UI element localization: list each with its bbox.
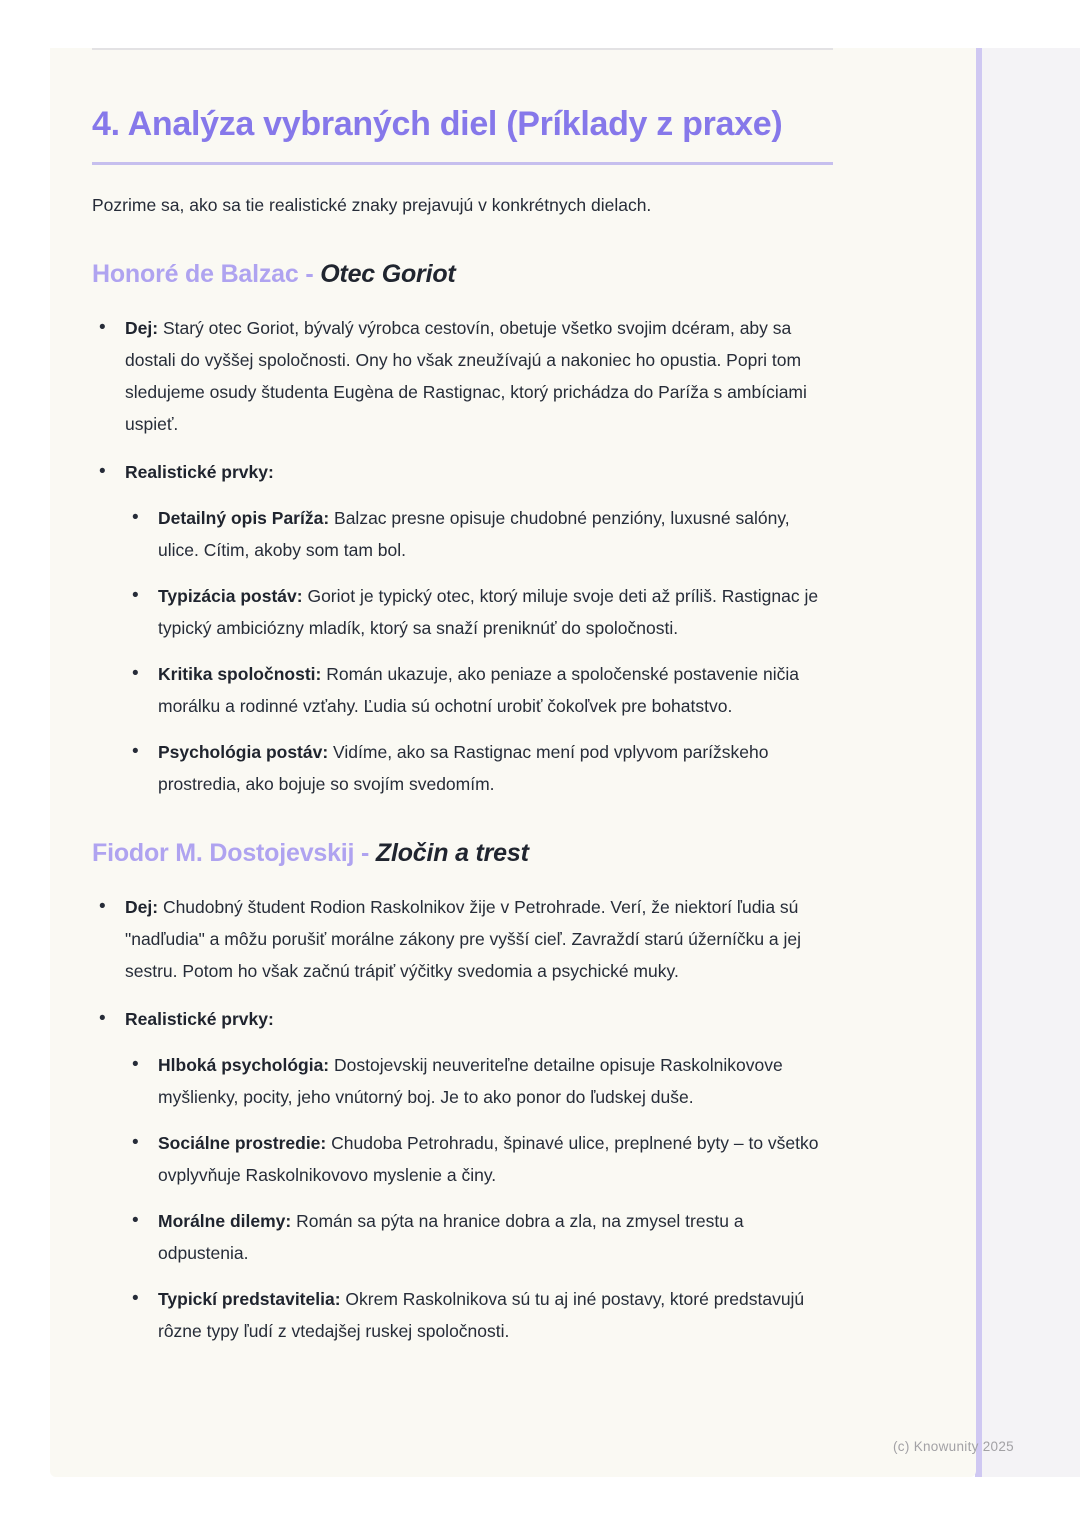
elements-label: Realistické prvky: bbox=[125, 462, 274, 482]
element-text: Román ukazuje, ako peniaze a spoločenské postavenie ničia morálku a rodinné vzťahy. Ľudia sú ochotní urobiť čokoľvek pre bohatstvo. bbox=[158, 664, 800, 716]
element-label: Hlboká psychológia: bbox=[158, 1055, 334, 1075]
section-dostojevskij bbox=[92, 836, 833, 1347]
element-text: Dostojevskij neuveriteľne detailne opisuje Raskolnikovove myšlienky, pocity, jeho vnútorný boj. Je to ako ponor do ľudskej duše. bbox=[158, 1055, 783, 1107]
element-label: Detailný opis Paríža: bbox=[158, 508, 335, 528]
plot-label: Dej: bbox=[125, 318, 163, 338]
intro-paragraph: Pozrime sa, ako sa tie realistické znaky prejavujú v konkrétnych dielach. bbox=[92, 195, 652, 215]
notes-card bbox=[50, 48, 976, 1477]
element-text: Chudoba Petrohradu, špinavé ulice, preplnené byty – to všetko ovplyvňuje Raskolnikovovo myslenie a činy. bbox=[158, 1133, 819, 1185]
list-item bbox=[125, 736, 833, 800]
plot-text: Chudobný študent Rodion Raskolnikov žije v Petrohrade. Verí, že niektorí ľudia sú "nadľudia" a môžu porušiť morálne zákony pre vyšší cieľ. Zavraždí starú úžerníčku a jej sestru. Potom ho však začnú trápiť výčitky svedomia a psychické muky. bbox=[125, 897, 802, 981]
sub-bullet-list bbox=[125, 1049, 833, 1347]
list-item-elements bbox=[92, 456, 833, 800]
section-heading-dostojevskij bbox=[92, 836, 833, 870]
element-label: Kritika spoločnosti: bbox=[158, 664, 327, 684]
author-name: Honoré de Balzac - bbox=[92, 260, 321, 288]
list-item bbox=[125, 1049, 833, 1113]
vertical-accent-bar bbox=[975, 48, 982, 1477]
element-label: Typizácia postáv: bbox=[158, 586, 308, 606]
list-item bbox=[125, 580, 833, 644]
element-text: Román sa pýta na hranice dobra a zla, na zmysel trestu a odpustenia. bbox=[158, 1211, 744, 1263]
element-text: Balzac presne opisuje chudobné penzióny, luxusné salóny, ulice. Cítim, akoby som tam bol. bbox=[158, 508, 790, 560]
page-title: 4. Analýza vybraných diel (Príklady z praxe) bbox=[92, 105, 783, 143]
section-heading-balzac bbox=[92, 257, 833, 291]
plot-label: Dej: bbox=[125, 897, 163, 917]
list-item-plot bbox=[92, 891, 833, 987]
list-item bbox=[125, 658, 833, 722]
right-margin-strip bbox=[982, 48, 1080, 1477]
work-title: Otec Goriot bbox=[320, 260, 456, 288]
list-item bbox=[125, 1127, 833, 1191]
watermark: (c) Knowunity 2025 bbox=[893, 1439, 1014, 1454]
element-text: Vidíme, ako sa Rastignac mení pod vplyvom parížskeho prostredia, ako bojuje so svojím svedomím. bbox=[158, 742, 769, 794]
bullet-list bbox=[92, 891, 833, 1347]
list-item-elements bbox=[92, 1003, 833, 1347]
plot-text: Starý otec Goriot, bývalý výrobca cestovín, obetuje všetko svojim dcéram, aby sa dostali do vyššej spoločnosti. Ony ho však zneužívajú a nakoniec ho opustia. Popri tom sledujeme osudy študenta Eugèna de Rastignac, ktorý prichádza do Paríža s ambíciami uspieť. bbox=[125, 318, 807, 434]
section-balzac bbox=[92, 257, 833, 800]
element-text: Okrem Raskolnikova sú tu aj iné postavy, ktoré predstavujú rôzne typy ľudí z vtedajšej ruskej spoločnosti. bbox=[158, 1289, 805, 1341]
list-item-plot bbox=[92, 312, 833, 440]
element-label: Psychológia postáv: bbox=[158, 742, 334, 762]
author-name: Fiodor M. Dostojevskij - bbox=[92, 839, 376, 867]
bullet-list bbox=[92, 312, 833, 800]
list-item bbox=[125, 1205, 833, 1269]
list-item bbox=[125, 502, 833, 566]
element-label: Sociálne prostredie: bbox=[158, 1133, 332, 1153]
work-title: Zločin a trest bbox=[375, 839, 529, 867]
element-text: Goriot je typický otec, ktorý miluje svoje deti až príliš. Rastignac je typický ambiciózny mladík, ktorý sa snaží preniknúť do spoločnosti. bbox=[158, 586, 819, 638]
element-label: Morálne dilemy: bbox=[158, 1211, 297, 1231]
list-item bbox=[125, 1283, 833, 1347]
element-label: Typickí predstavitelia: bbox=[158, 1289, 346, 1309]
sub-bullet-list bbox=[125, 502, 833, 800]
title-underline bbox=[92, 162, 833, 165]
elements-label: Realistické prvky: bbox=[125, 1009, 274, 1029]
document-content bbox=[92, 48, 833, 1347]
